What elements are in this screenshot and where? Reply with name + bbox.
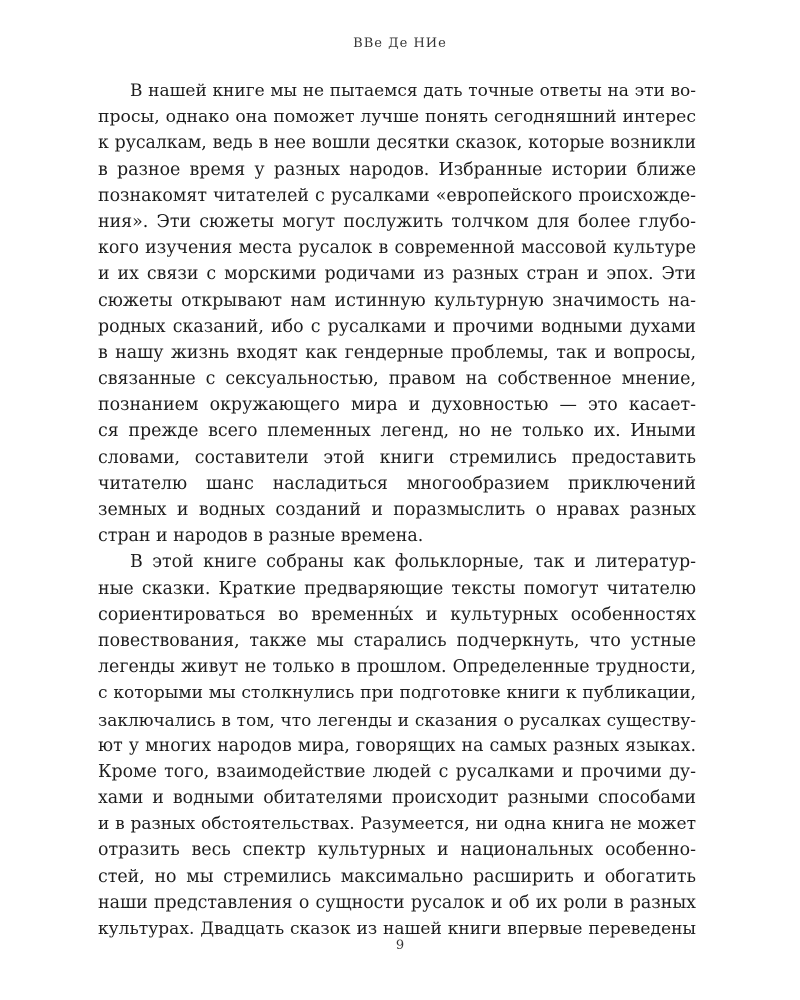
- text-line: отразить весь спектр культурных и национальных особенно-: [98, 840, 696, 861]
- text-line: кого изучения места русалок в современной массовой культуре: [98, 238, 696, 259]
- text-line: хами и водными обитателями происходит разными способами: [98, 788, 696, 809]
- text-line: ные сказки. Краткие предваряющие тексты помогут читателю: [98, 578, 696, 599]
- text-line: ния». Эти сюжеты могут послужить толчком для более глубо-: [98, 211, 696, 232]
- text-line: ся прежде всего племенных легенд, но не только их. Иными: [98, 421, 696, 442]
- text-line: в разное время у разных народов. Избранные истории ближе: [98, 159, 696, 180]
- text-line: стран и народов в разные времена.: [98, 526, 424, 547]
- text-line: Кроме того, взаимодействие людей с русалками и прочими ду-: [98, 761, 696, 782]
- text-line: ют у многих народов мира, говорящих на самых разных языках.: [98, 735, 696, 756]
- text-line: сориентироваться во временны́х и культурных особенностях: [98, 604, 696, 625]
- text-line: заключались в том, что легенды и сказания о русалках существу-: [98, 709, 696, 730]
- text-line: В этой книге собраны как фольклорные, так и литератур-: [130, 552, 696, 573]
- body-text: [98, 78, 696, 942]
- text-line: стей, но мы стремились максимально расширить и обогатить: [98, 866, 696, 887]
- text-line: легенды живут не только в прошлом. Определенные трудности,: [98, 657, 696, 678]
- paragraph-1: [98, 78, 696, 549]
- text-line: В нашей книге мы не пытаемся дать точные ответы на эти во-: [130, 81, 696, 101]
- text-line: сюжеты открывают нам истинную культурную значимость на-: [98, 290, 696, 311]
- text-line: словами, составители этой книги стремились предоставить: [98, 447, 696, 468]
- text-line: и их связи с морскими родичами из разных стран и эпох. Эти: [98, 264, 696, 285]
- text-line: повествования, также мы старались подчеркнуть, что устные: [98, 630, 696, 651]
- text-line: наши представления о сущности русалок и об их роли в разных: [98, 892, 696, 913]
- text-line: познанием окружающего мира и духовностью — это касает-: [98, 395, 696, 416]
- running-head: ВВе Де НИе: [353, 36, 447, 51]
- text-line: в нашу жизнь входят как гендерные проблемы, так и вопросы,: [98, 342, 696, 363]
- page-number: 9: [395, 938, 405, 953]
- text-line: и в разных обстоятельствах. Разумеется, ни одна книга не может: [98, 814, 696, 835]
- paragraph-2: [98, 549, 696, 942]
- text-line: к русалкам, ведь в нее вошли десятки сказок, которые возникли: [98, 133, 696, 154]
- text-line: культурах. Двадцать сказок из нашей книги впервые переведены: [98, 919, 696, 939]
- text-line: познакомят читателей с русалками «европейского происхожде-: [98, 185, 696, 206]
- text-line: родных сказаний, ибо с русалками и прочими водными духами: [98, 316, 696, 337]
- text-line: связанные с сексуальностью, правом на собственное мнение,: [98, 369, 696, 390]
- text-line: просы, однако она поможет лучше понять сегодняшний интерес: [98, 107, 696, 128]
- text-line: с которыми мы столкнулись при подготовке книги к публикации,: [98, 683, 696, 704]
- text-line: читателю шанс насладиться многообразием приключений: [98, 473, 696, 494]
- text-line: земных и водных созданий и поразмыслить о нравах разных: [98, 500, 696, 520]
